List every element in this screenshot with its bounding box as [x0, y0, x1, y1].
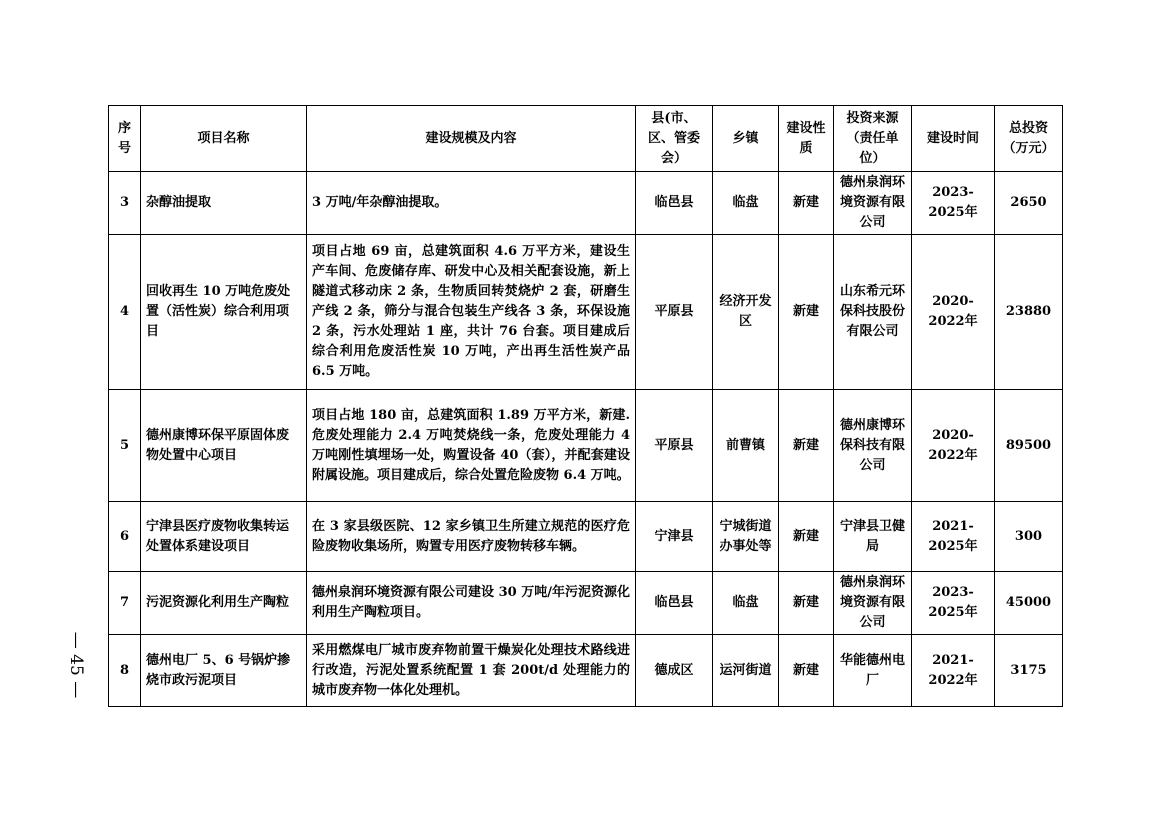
cell-source: 德州泉润环境资源有限公司 [834, 572, 912, 635]
header-name: 项目名称 [141, 106, 307, 172]
cell-seq: 5 [109, 390, 141, 502]
cell-total: 2650 [995, 172, 1063, 235]
cell-name: 污泥资源化利用生产陶粒 [141, 572, 307, 635]
cell-seq: 4 [109, 235, 141, 390]
cell-seq: 6 [109, 502, 141, 572]
cell-source: 德州泉润环境资源有限公司 [834, 172, 912, 235]
header-scale: 建设规模及内容 [307, 106, 636, 172]
cell-total: 300 [995, 502, 1063, 572]
cell-scale: 3 万吨/年杂醇油提取。 [307, 172, 636, 235]
cell-county: 临邑县 [636, 172, 713, 235]
cell-total: 23880 [995, 235, 1063, 390]
cell-source: 德州康博环保科技有限公司 [834, 390, 912, 502]
cell-nature: 新建 [779, 390, 834, 502]
cell-time: 2020-2022年 [912, 390, 995, 502]
header-total: 总投资（万元） [995, 106, 1063, 172]
table-row [109, 390, 1063, 502]
cell-town: 运河街道 [713, 635, 779, 707]
cell-nature: 新建 [779, 635, 834, 707]
header-time: 建设时间 [912, 106, 995, 172]
table-row [109, 635, 1063, 707]
cell-source: 华能德州电厂 [834, 635, 912, 707]
cell-county: 平原县 [636, 235, 713, 390]
cell-total: 3175 [995, 635, 1063, 707]
cell-scale: 德州泉润环境资源有限公司建设 30 万吨/年污泥资源化利用生产陶粒项目。 [307, 572, 636, 635]
cell-scale: 在 3 家县级医院、12 家乡镇卫生所建立规范的医疗危险废物收集场所，购置专用医疗废物转移车辆。 [307, 502, 636, 572]
cell-nature: 新建 [779, 172, 834, 235]
cell-town: 临盘 [713, 572, 779, 635]
header-county: 县(市、区、管委会） [636, 106, 713, 172]
cell-name: 宁津县医疗废物收集转运处置体系建设项目 [141, 502, 307, 572]
header-nature: 建设性质 [779, 106, 834, 172]
cell-nature: 新建 [779, 502, 834, 572]
header-row [109, 106, 1063, 172]
header-seq: 序号 [109, 106, 141, 172]
project-table [108, 105, 1063, 707]
cell-source: 山东希元环保科技股份有限公司 [834, 235, 912, 390]
cell-seq: 3 [109, 172, 141, 235]
page-number-text: — 45 — [66, 631, 87, 699]
cell-scale: 项目占地 69 亩，总建筑面积 4.6 万平方米，建设生产车间、危废储存库、研发中心及相关配套设施，新上隧道式移动床 2 条，生物质回转焚烧炉 2 套，研磨生产线 2 条，筛分与混合包装生产线各 3 条，环保设施 2 条，污水处理站 1 座，共计 76 台套。项目建成后综合利用危废活性炭 10 万吨，产出再生活性炭产品 6.5 万吨。 [307, 235, 636, 390]
page-number [58, 625, 94, 705]
cell-time: 2023-2025年 [912, 172, 995, 235]
cell-county: 临邑县 [636, 572, 713, 635]
cell-county: 宁津县 [636, 502, 713, 572]
cell-scale: 采用燃煤电厂城市废弃物前置干燥炭化处理技术路线进行改造，污泥处置系统配置 1 套 200t/d 处理能力的城市废弃物一体化处理机。 [307, 635, 636, 707]
cell-county: 平原县 [636, 390, 713, 502]
cell-town: 前曹镇 [713, 390, 779, 502]
cell-total: 89500 [995, 390, 1063, 502]
cell-name: 回收再生 10 万吨危废处置（活性炭）综合利用项目 [141, 235, 307, 390]
cell-county: 德成区 [636, 635, 713, 707]
cell-nature: 新建 [779, 572, 834, 635]
cell-time: 2020-2022年 [912, 235, 995, 390]
cell-name: 德州康博环保平原固体废物处置中心项目 [141, 390, 307, 502]
cell-time: 2021-2022年 [912, 635, 995, 707]
header-town: 乡镇 [713, 106, 779, 172]
header-source: 投资来源（责任单位） [834, 106, 912, 172]
table-row [109, 502, 1063, 572]
cell-time: 2021-2025年 [912, 502, 995, 572]
table-row [109, 572, 1063, 635]
cell-nature: 新建 [779, 235, 834, 390]
cell-seq: 7 [109, 572, 141, 635]
cell-scale: 项目占地 180 亩，总建筑面积 1.89 万平方米，新建.危废处理能力 2.4 万吨焚烧线一条，危废处理能力 4 万吨刚性填埋场一处，购置设备 40（套），并配套建设附属设施。项目建成后，综合处置危险废物 6.4 万吨。 [307, 390, 636, 502]
cell-name: 德州电厂 5、6 号锅炉掺烧市政污泥项目 [141, 635, 307, 707]
cell-town: 经济开发区 [713, 235, 779, 390]
cell-total: 45000 [995, 572, 1063, 635]
cell-town: 宁城街道办事处等 [713, 502, 779, 572]
table-row [109, 235, 1063, 390]
cell-town: 临盘 [713, 172, 779, 235]
cell-seq: 8 [109, 635, 141, 707]
cell-time: 2023-2025年 [912, 572, 995, 635]
table-row [109, 172, 1063, 235]
cell-name: 杂醇油提取 [141, 172, 307, 235]
cell-source: 宁津县卫健局 [834, 502, 912, 572]
